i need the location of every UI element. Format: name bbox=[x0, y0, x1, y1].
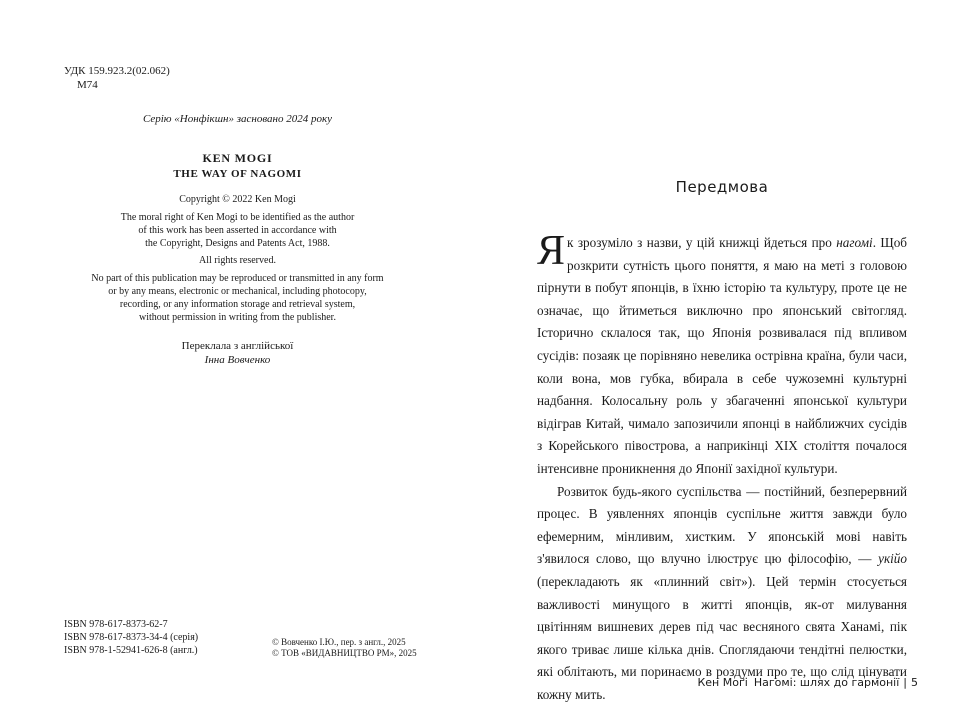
udk-code: УДК 159.923.2(02.062) bbox=[64, 65, 170, 77]
bbk-code: М74 bbox=[77, 79, 98, 91]
moral-right-line: of this work has been asserted in accordance with bbox=[138, 225, 337, 236]
italic-term: нагомі bbox=[836, 235, 873, 250]
chapter-body bbox=[537, 228, 907, 706]
copyright-line: Copyright © 2022 Ken Mogi bbox=[179, 194, 296, 205]
footer-separator: | bbox=[903, 676, 907, 689]
copyright-ua-line: © ТОВ «ВИДАВНИЦТВО РМ», 2025 bbox=[272, 648, 417, 658]
paragraph-2 bbox=[537, 481, 907, 707]
translator-name: Інна Вовченко bbox=[204, 354, 271, 366]
translation-credit bbox=[64, 339, 411, 367]
reproduction-notice bbox=[64, 272, 411, 324]
reproduction-line: recording, or any information storage and retrieval system, bbox=[119, 299, 356, 310]
reproduction-line: without permission in writing from the publisher. bbox=[139, 312, 336, 323]
moral-right-line: the Copyright, Designs and Patents Act, 1988. bbox=[145, 238, 330, 249]
paragraph-text: Розвиток будь-якого суспільства — постійний, безперервний процес. В уявленнях японців суспільне життя завжди було ефемерним, мінливим, хистким. У японській мові навіть з'явилося слово, що влучно ілюструє цю філософію, — bbox=[537, 483, 907, 567]
translated-by-label: Переклала з англійської bbox=[181, 340, 294, 352]
series-note: Серію «Нонфікшн» засновано 2024 року bbox=[142, 113, 333, 125]
moral-right-line: The moral right of Ken Mogi to be identified as the author bbox=[120, 212, 355, 223]
paragraph-text: к зрозуміло з назви, у цій книжці йдеться про bbox=[567, 235, 837, 250]
isbn-line: ISBN 978-617-8373-62-7 bbox=[64, 619, 168, 630]
rights-reserved: All rights reserved. bbox=[199, 255, 276, 266]
footer-book-title: Нагомі: шлях до гармонії bbox=[753, 676, 900, 689]
running-footer bbox=[697, 676, 918, 689]
reproduction-line: or by any means, electronic or mechanical, including photocopy, bbox=[108, 286, 367, 297]
paragraph-1 bbox=[537, 228, 907, 481]
italic-term: укійо bbox=[878, 551, 907, 567]
drop-cap: Я bbox=[537, 228, 566, 274]
isbn-line: ISBN 978-1-52941-626-8 (англ.) bbox=[64, 645, 198, 656]
reproduction-line: No part of this publication may be reproduced or transmitted in any form bbox=[91, 273, 384, 284]
classification-codes bbox=[64, 64, 170, 92]
moral-right-notice bbox=[64, 211, 411, 250]
footer-author: Кен Моґі bbox=[697, 676, 748, 689]
copyright-ua-line: © Вовченко І.Ю., пер. з англ., 2025 bbox=[272, 637, 406, 647]
page-number: 5 bbox=[911, 676, 918, 689]
isbn-block bbox=[64, 618, 198, 657]
translation-copyright bbox=[272, 637, 417, 659]
original-title: THE WAY OF NAGOMI bbox=[173, 168, 302, 180]
original-author: KEN MOGI bbox=[202, 151, 273, 165]
paragraph-text: (перекладають як «плинний світ»). Цей термін стосується важливості минущого в житті японців, як-от милування цвітінням вишневих дерев під час весняного свята Ханамі, пік якого триває лише кілька днів. Споглядаючи тендітні пелюстки, які облітають, ми поринаємо в роздуми про те, що слід цінувати кожну мить. bbox=[537, 573, 907, 702]
paragraph-text: . Щоб розкрити сутність цього поняття, я маю на меті з головою пірнути в побут японців, в їхню історію та культуру, проте це не означає, що йтиметься виключно про японський світогляд. Історично склалося так, що Японія розвивалася під впливом сусідів: позаяк це порівняно невелика острівна країна, були часи, коли вона, мов губка, вбирала в себе чужоземні культурні надбання. Колосальну роль у збагаченні японської культури відіграв Китай, чимало запозичили японці в найближчих сусідів з Корейського півострова, а наприкінці XIX століття почалося інтенсивне проникнення до Японії західної культури. bbox=[537, 235, 907, 476]
chapter-title: Передмова bbox=[675, 178, 769, 196]
isbn-line: ISBN 978-617-8373-34-4 (серія) bbox=[64, 632, 199, 643]
